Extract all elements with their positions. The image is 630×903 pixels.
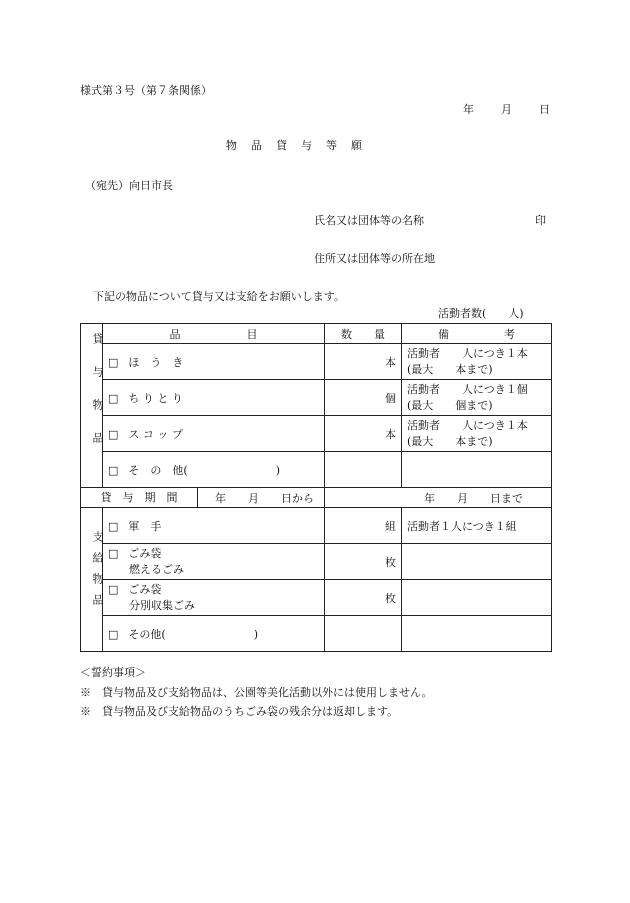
applicant-address-label: 住所又は団体等の所在地 bbox=[314, 252, 435, 265]
form-number: 様式第３号（第７条関係） bbox=[80, 84, 212, 97]
item-name: そ の 他( ) bbox=[128, 463, 280, 477]
supply-section-label: 支給物品 bbox=[81, 508, 103, 652]
date-line bbox=[463, 101, 550, 117]
table-row bbox=[81, 344, 552, 380]
table-row bbox=[81, 616, 552, 652]
unit: 枚 bbox=[325, 544, 402, 580]
item-name: 軍 手 bbox=[128, 519, 162, 533]
remark bbox=[402, 452, 552, 488]
unit: 個 bbox=[325, 380, 402, 416]
remark: 活動者 人につき１本 (最大 本まで) bbox=[402, 416, 552, 452]
date-month: 月 bbox=[501, 103, 512, 116]
unit: 本 bbox=[325, 416, 402, 452]
checkbox-burnable-bag[interactable]: □ bbox=[108, 546, 119, 560]
table-row bbox=[81, 416, 552, 452]
checkbox-sorted-bag[interactable]: □ bbox=[108, 582, 119, 596]
applicant-name-label: 氏名又は団体等の名称 bbox=[314, 214, 424, 227]
table-row bbox=[81, 508, 552, 544]
unit: 本 bbox=[325, 344, 402, 380]
pledge-item-2: ※ 貸与物品及び支給物品のうちごみ袋の残余分は返却します。 bbox=[80, 705, 399, 718]
checkbox-houki[interactable]: □ bbox=[108, 355, 119, 369]
item-sub: 燃えるごみ bbox=[129, 562, 184, 576]
item-sub: 分別収集ごみ bbox=[129, 598, 195, 612]
item-name: ス コ ッ プ bbox=[128, 427, 183, 441]
item-name: ち り と り bbox=[128, 391, 183, 405]
unit bbox=[325, 616, 402, 652]
checkbox-gunte[interactable]: □ bbox=[108, 519, 119, 533]
period-from: 年 月 日から bbox=[215, 491, 314, 505]
pledge-item-1: ※ 貸与物品及び支給物品は、公園等美化活動以外には使用しません。 bbox=[80, 686, 433, 699]
remark: 活動者 人につき１個 (最大 個まで) bbox=[402, 380, 552, 416]
pledge-heading: ＜誓約事項＞ bbox=[80, 666, 146, 679]
lend-section-label: 貸与物品 bbox=[81, 324, 103, 488]
remark: 活動者１人につき１組 bbox=[402, 508, 552, 544]
addressee: （宛先）向日市長 bbox=[85, 179, 173, 192]
unit bbox=[325, 452, 402, 488]
item-name: ごみ袋 bbox=[128, 546, 162, 560]
lend-period-row bbox=[81, 488, 552, 508]
item-name: その他( ) bbox=[128, 627, 258, 641]
header-item: 品 目 bbox=[103, 324, 325, 344]
remark bbox=[402, 544, 552, 580]
checkbox-lend-other[interactable]: □ bbox=[108, 463, 119, 477]
page-title: 物品貸与等願 bbox=[226, 139, 376, 152]
checkbox-chiritori[interactable]: □ bbox=[108, 391, 119, 405]
table-row bbox=[81, 580, 552, 616]
checkbox-supply-other[interactable]: □ bbox=[108, 627, 119, 641]
seal-mark: 印 bbox=[535, 214, 546, 227]
remark bbox=[402, 580, 552, 616]
date-year: 年 bbox=[463, 103, 474, 116]
remark bbox=[402, 616, 552, 652]
unit: 組 bbox=[325, 508, 402, 544]
date-day: 日 bbox=[539, 103, 550, 116]
item-name: ごみ袋 bbox=[128, 582, 162, 596]
request-text: 下記の物品について貸与又は支給をお願いします。 bbox=[93, 290, 345, 303]
table-row bbox=[81, 380, 552, 416]
header-remarks: 備 考 bbox=[402, 324, 552, 344]
checkbox-scoop[interactable]: □ bbox=[108, 427, 119, 441]
header-quantity: 数 量 bbox=[325, 324, 402, 344]
unit: 枚 bbox=[325, 580, 402, 616]
remark: 活動者 人につき１本 (最大 本まで) bbox=[402, 344, 552, 380]
table-row bbox=[81, 452, 552, 488]
item-table bbox=[80, 323, 552, 652]
item-name: ほ う き bbox=[128, 355, 184, 369]
period-label: 貸 与 期 間 bbox=[81, 488, 198, 507]
table-row bbox=[81, 544, 552, 580]
period-to: 年 月 日まで bbox=[325, 488, 552, 508]
participants-count: 活動者数( 人) bbox=[438, 307, 524, 320]
